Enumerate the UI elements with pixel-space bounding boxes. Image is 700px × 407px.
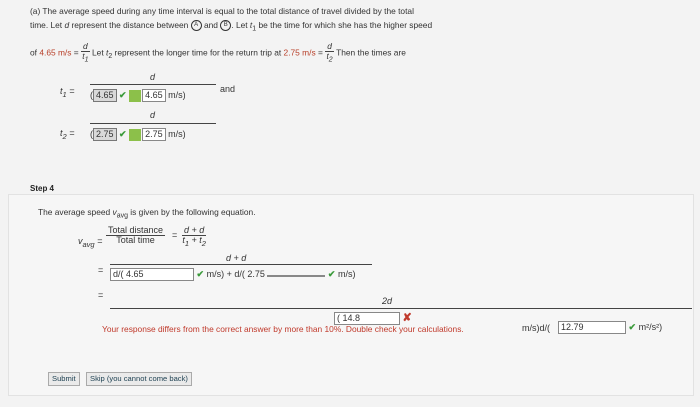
circle-a-icon: A <box>191 20 202 31</box>
unit: m/s) <box>168 129 186 139</box>
eq-sign: = <box>172 230 178 240</box>
sub: avg <box>82 239 95 249</box>
text: represent the distance between <box>71 20 189 30</box>
v: v <box>78 236 83 246</box>
check-icon: ✔ <box>119 129 127 139</box>
speed1: 4.65 m/s <box>39 47 72 58</box>
d-t2-input[interactable] <box>267 275 325 277</box>
frac-2d: 2d <box>382 296 393 306</box>
problem-line-1: (a) The average speed during any time interval is equal to the total distance of travel divided by the total <box>30 6 414 16</box>
t2-fraction-bar <box>90 123 216 124</box>
den-t: t <box>326 51 329 61</box>
t2-speed-box[interactable]: 2.75 <box>142 128 166 141</box>
frac-dd <box>182 226 206 248</box>
text: and <box>203 20 218 30</box>
sub: 2 <box>108 53 113 61</box>
total-fraction <box>106 226 165 245</box>
t1-speed-box[interactable]: 4.65 <box>142 89 166 102</box>
t2-row: ( 2.75 ✔ 2.75 m/s) <box>90 129 186 139</box>
step4-intro <box>38 207 256 222</box>
hint-icon <box>129 90 141 102</box>
final-row <box>558 321 662 334</box>
line2-fraction-bar <box>110 264 372 265</box>
check-icon: ✔ <box>327 269 336 279</box>
hint-icon <box>129 129 141 141</box>
den <box>81 52 90 65</box>
vavg-label: $v_{avg}$ = <box>78 236 103 249</box>
t: t <box>60 128 63 138</box>
result-fraction-bar <box>110 308 692 309</box>
t1-numerator: d <box>150 72 156 82</box>
den-t: t <box>82 51 85 61</box>
eq: = <box>73 47 79 58</box>
t2-answer-input[interactable]: 2.75 <box>93 128 117 141</box>
submit-button[interactable]: Submit <box>48 372 80 386</box>
circle-b-icon: B <box>220 20 231 31</box>
speed2: 2.75 m/s <box>283 47 316 58</box>
t1-row: ( 4.65 ✔ 4.65 m/s) <box>90 90 186 100</box>
unit: m/s) <box>337 269 356 279</box>
check-icon: ✔ <box>119 90 127 100</box>
problem-line-2 <box>30 20 432 35</box>
num: d <box>83 41 88 51</box>
text: . Let <box>231 20 248 30</box>
num: d + d <box>184 225 205 235</box>
var-t: t <box>106 47 109 58</box>
and-text: and <box>220 84 236 94</box>
text: Let <box>92 47 104 58</box>
t2-numerator: d <box>150 110 156 120</box>
text: be the time for which she has the higher speed <box>258 20 433 30</box>
text: m/s) + d/( 2.75 <box>206 269 265 279</box>
text: is given by the following equation. <box>130 207 256 217</box>
num: Total distance <box>108 225 164 235</box>
unit: m/s) <box>168 90 186 100</box>
text: represent the longer time for the return trip at <box>114 47 282 58</box>
den: $t_1 + t_2$ <box>182 235 206 248</box>
problem-line-3 <box>30 42 406 65</box>
var-d: d <box>64 20 70 30</box>
t1-fraction-bar <box>90 84 216 85</box>
feedback-message: Your response differs from the correct answer by more than 10%. Double check your calculations. <box>102 324 464 334</box>
x-icon: ✘ <box>402 312 412 324</box>
sub: avg <box>116 212 128 220</box>
num: d <box>327 41 332 51</box>
eq-sign: = <box>98 290 104 300</box>
sub: 2 <box>62 131 67 141</box>
feedback-unit: m/s)d/( <box>522 323 550 333</box>
text: time. Let <box>30 20 63 30</box>
den-sub: 1 <box>84 56 89 64</box>
t1-answer-input[interactable]: 4.65 <box>93 89 117 102</box>
eq-sign: = <box>98 265 104 275</box>
text: The average speed <box>38 207 111 217</box>
d-t1-input[interactable]: d/( 4.65 <box>110 268 194 281</box>
fraction <box>81 42 90 65</box>
fraction <box>325 42 334 65</box>
den-sub: 2 <box>328 56 333 64</box>
frac-total <box>106 226 165 245</box>
skip-button[interactable]: Skip (you cannot come back) <box>86 372 192 386</box>
var-t: t <box>249 20 253 30</box>
t2-label: $t_2$ = <box>60 128 75 141</box>
check-icon: ✔ <box>196 269 205 279</box>
unit: m²/s²) <box>638 322 663 332</box>
den <box>325 52 334 65</box>
eq: = <box>317 47 323 58</box>
dd-fraction <box>182 226 206 248</box>
t1-label: $t_1$ = <box>60 86 75 99</box>
den: Total time <box>116 235 155 245</box>
sub: 1 <box>252 25 257 33</box>
sub: 1 <box>62 89 67 99</box>
result-148-input[interactable]: ( 14.8 <box>334 312 400 325</box>
result-box-row <box>334 311 412 325</box>
result-1279-input[interactable]: 12.79 <box>558 321 626 334</box>
line2-row <box>110 268 355 281</box>
v: v <box>112 207 117 217</box>
text: of <box>30 47 37 58</box>
step-title: Step 4 <box>30 184 55 193</box>
line2-num: d + d <box>226 253 247 263</box>
text: Then the times are <box>336 47 406 58</box>
t: t <box>60 86 63 96</box>
check-icon: ✔ <box>628 322 637 332</box>
